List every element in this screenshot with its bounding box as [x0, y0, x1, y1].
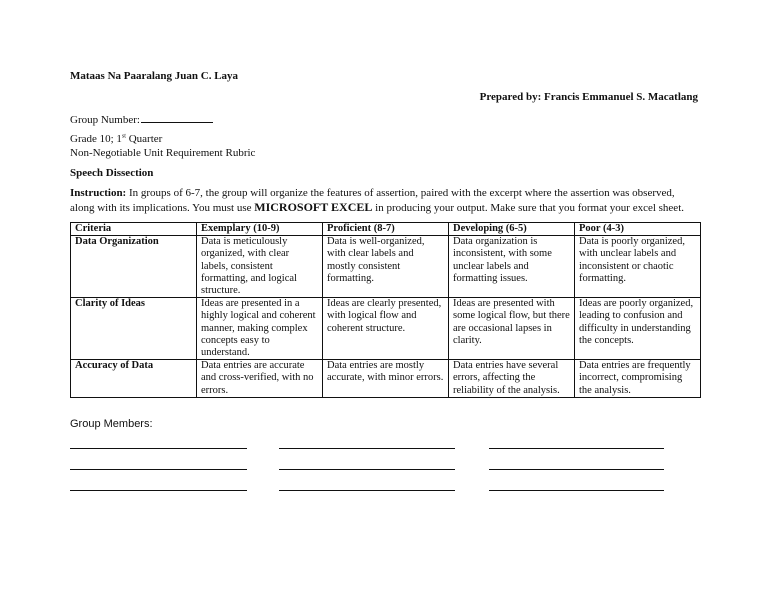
- group-number-label: Group Number:: [70, 114, 140, 126]
- header-proficient: Proficient (8-7): [323, 223, 449, 236]
- instruction-emphasis: MICROSOFT EXCEL: [254, 199, 373, 214]
- header-developing: Developing (6-5): [449, 223, 575, 236]
- member-blank-line: [489, 469, 664, 470]
- member-blank-line: [70, 448, 247, 449]
- criteria-cell: Clarity of Ideas: [71, 298, 197, 360]
- header-exemplary: Exemplary (10-9): [197, 223, 323, 236]
- table-cell: Data is meticulously organized, with clear labels, consistent formatting, and logical structure.: [197, 236, 323, 298]
- rubric-table: [70, 222, 701, 398]
- grade-superscript: st: [121, 133, 126, 140]
- instruction-text-1: In groups of 6-7, the group will organize the features of assertion, paired with the excerpt where the assertion was observed, along with its implications. You must use: [70, 187, 675, 214]
- member-blank-line: [279, 469, 455, 470]
- table-row: [71, 360, 701, 398]
- table-cell: Ideas are clearly presented, with logical flow and coherent structure.: [323, 298, 449, 360]
- member-blank-line: [70, 490, 247, 491]
- table-cell: Data is well-organized, with clear labels and mostly consistent formatting.: [323, 236, 449, 298]
- topic-title: Speech Dissection: [70, 167, 154, 179]
- member-blank-line: [279, 448, 455, 449]
- member-blank-line: [279, 490, 455, 491]
- criteria-cell: Data Organization: [71, 236, 197, 298]
- group-number-field: [70, 112, 213, 126]
- table-cell: Data entries are frequently incorrect, compromising the analysis.: [575, 360, 701, 398]
- table-row: [71, 236, 701, 298]
- table-cell: Data entries are mostly accurate, with minor errors.: [323, 360, 449, 398]
- instruction-paragraph: [70, 187, 700, 215]
- table-row: [71, 298, 701, 360]
- table-cell: Ideas are presented in a highly logical and coherent manner, making complex concepts easy to understand.: [197, 298, 323, 360]
- member-blank-line: [489, 448, 664, 449]
- header-criteria: Criteria: [71, 223, 197, 236]
- member-blank-line: [489, 490, 664, 491]
- grade-suffix: Quarter: [125, 133, 163, 145]
- member-blank-line: [70, 469, 247, 470]
- table-cell: Ideas are presented with some logical flow, but there are occasional lapses in clarity.: [449, 298, 575, 360]
- table-cell: Ideas are poorly organized, leading to confusion and difficulty in understanding the concepts.: [575, 298, 701, 360]
- table-cell: Data is poorly organized, with unclear labels and inconsistent or chaotic formatting.: [575, 236, 701, 298]
- header-poor: Poor (4-3): [575, 223, 701, 236]
- group-number-blank: [141, 112, 213, 123]
- grade-quarter: [70, 133, 162, 145]
- instruction-text-2: in producing your output. Make sure that you format your excel sheet.: [372, 201, 684, 214]
- table-cell: Data entries are accurate and cross-verified, with no errors.: [197, 360, 323, 398]
- criteria-cell: Accuracy of Data: [71, 360, 197, 398]
- table-cell: Data organization is inconsistent, with some unclear labels and formatting issues.: [449, 236, 575, 298]
- instruction-label: Instruction:: [70, 187, 127, 199]
- group-members-label: Group Members:: [70, 418, 153, 430]
- school-name: Mataas Na Paaralang Juan C. Laya: [70, 70, 239, 82]
- table-cell: Data entries have several errors, affecting the reliability of the analysis.: [449, 360, 575, 398]
- requirement-title: Non-Negotiable Unit Requirement Rubric: [70, 147, 256, 159]
- grade-prefix: Grade 10; 1: [70, 133, 122, 145]
- rubric-header-row: [71, 223, 701, 236]
- prepared-by: Prepared by: Francis Emmanuel S. Macatlang: [479, 91, 698, 103]
